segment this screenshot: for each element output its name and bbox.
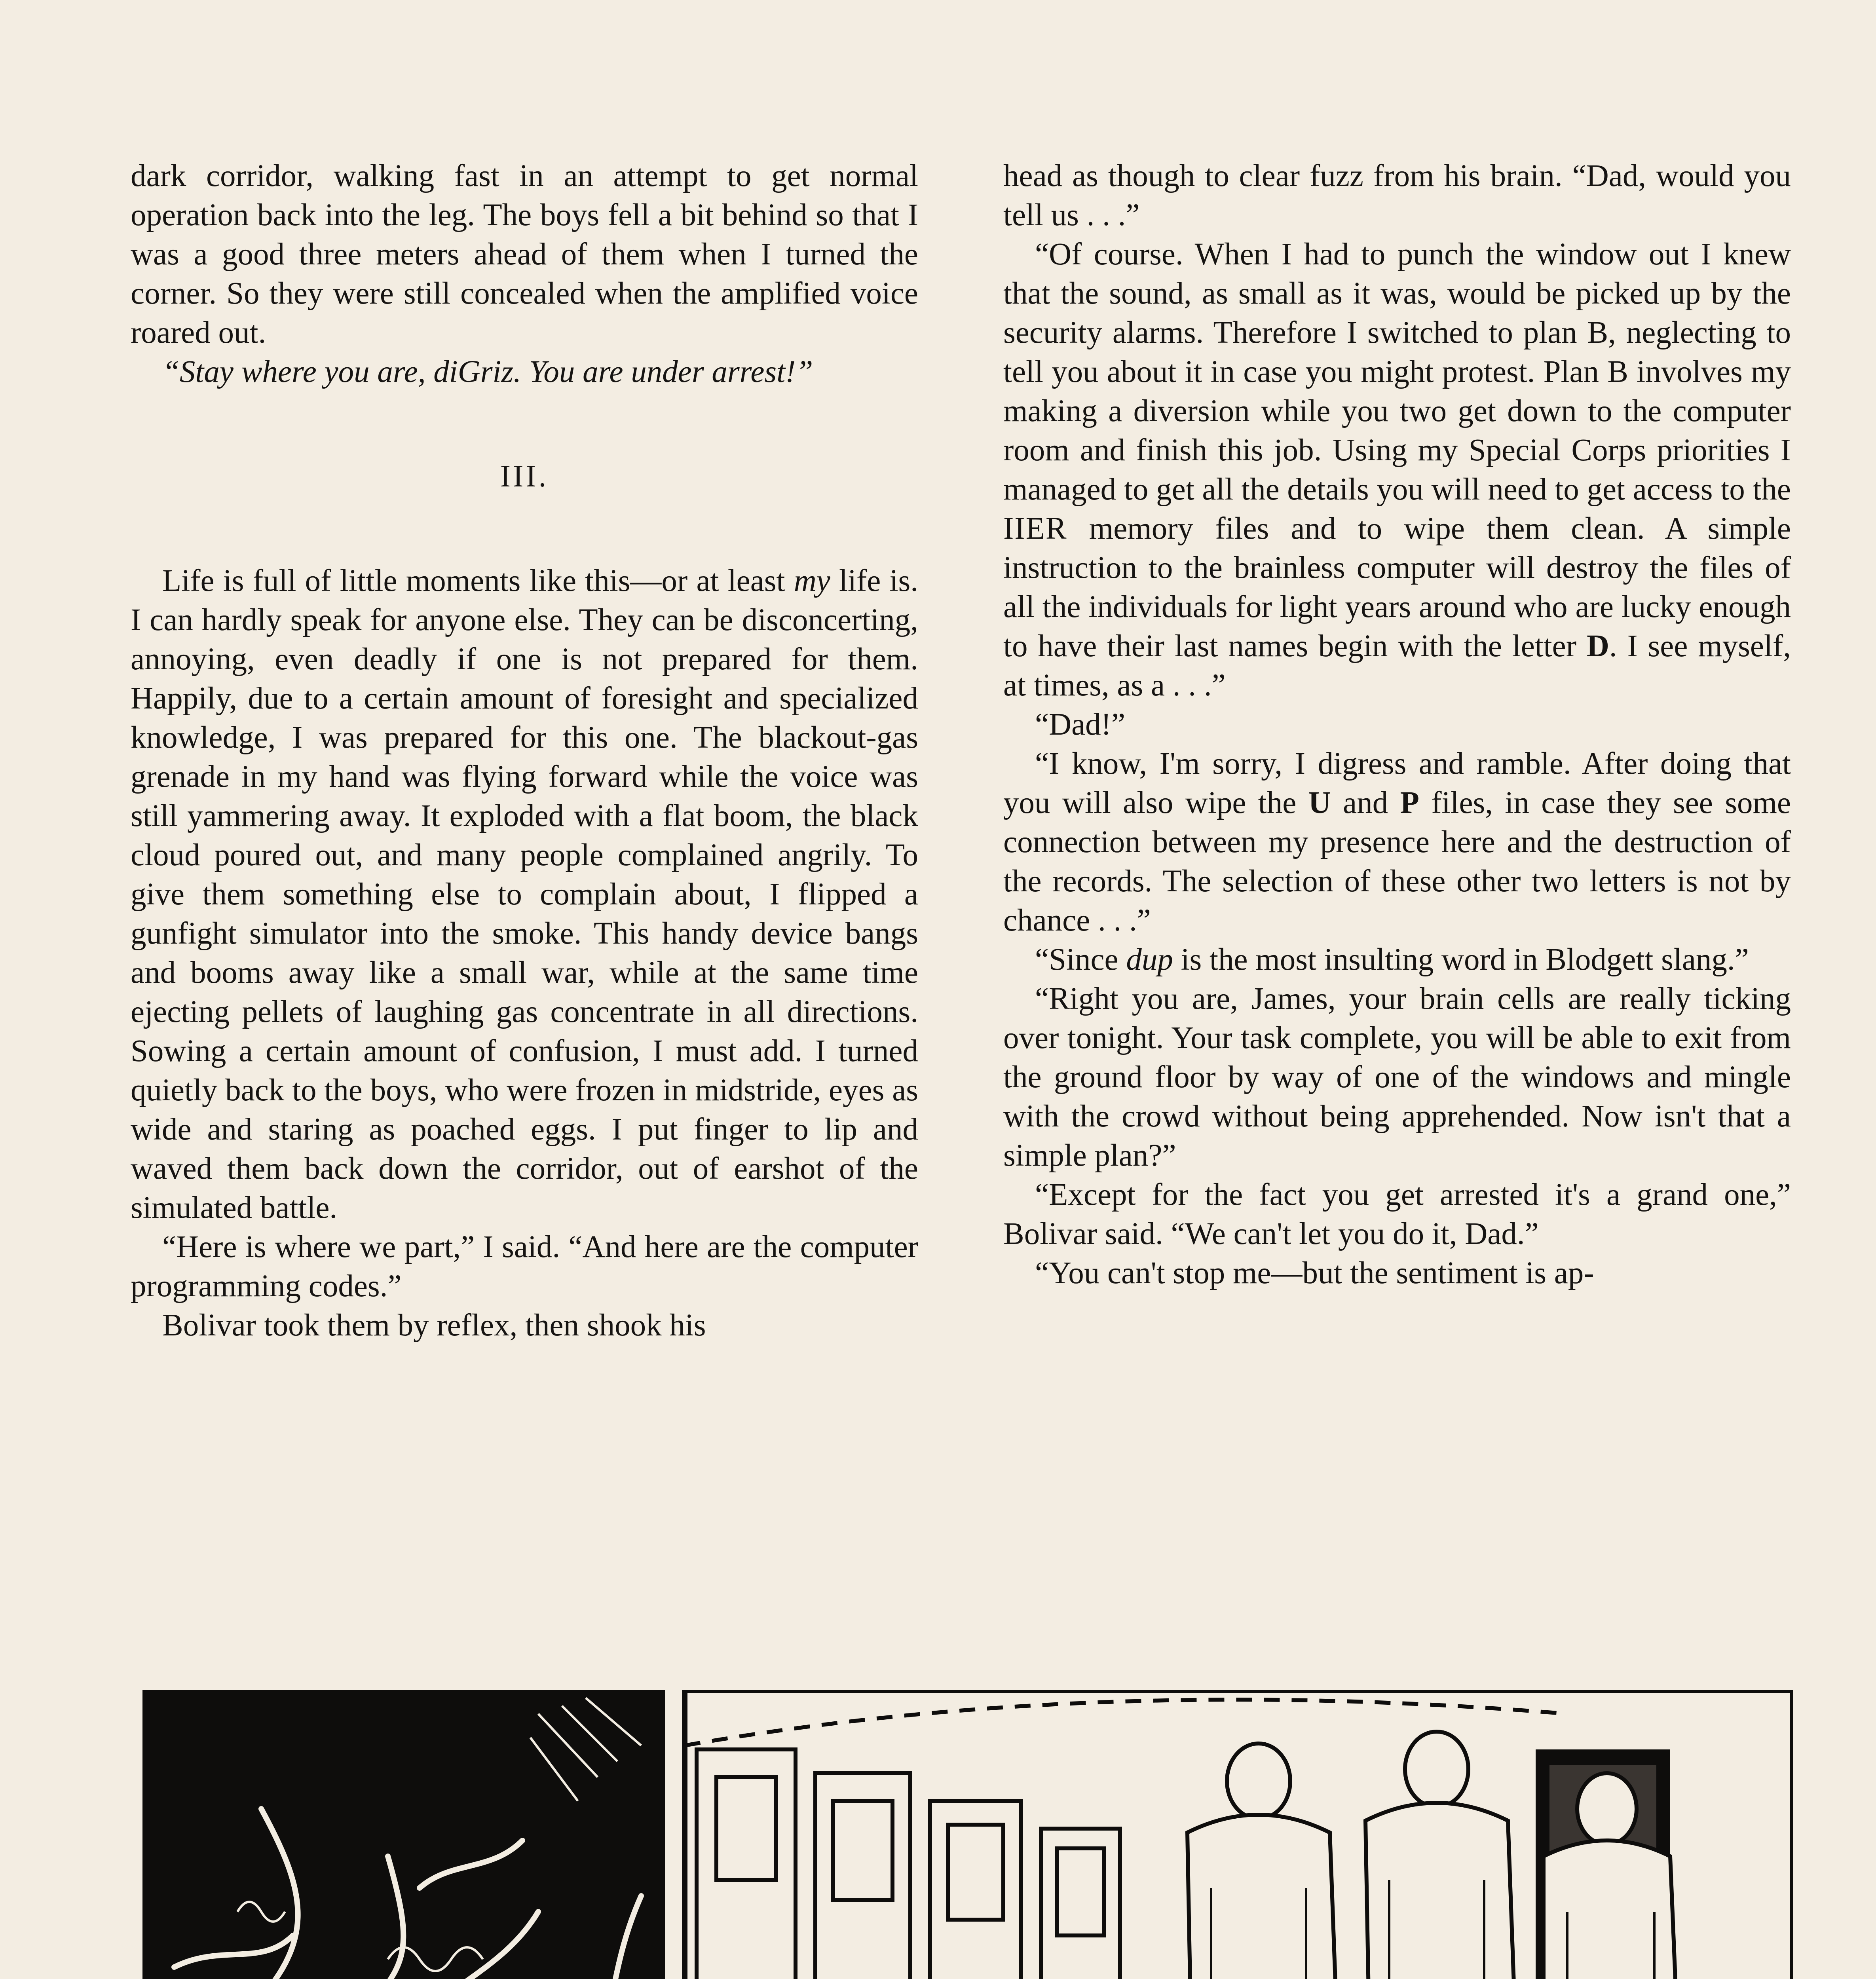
paragraph: “Right you are, James, your brain cells are really ticking over tonight. Your task complete, you will be able to exit from the ground floor by way of one of the windows and mingle with the crowd without being apprehended. Now isn't that a simple plan?”: [1003, 982, 1791, 1173]
bold-letter: U: [1308, 786, 1331, 820]
right-text-column: [1003, 156, 1791, 1293]
left-text-column: [131, 156, 918, 1345]
paragraph: Bolivar took them by reflex, then shook his: [162, 1308, 706, 1343]
bold-letter: P: [1400, 786, 1419, 820]
text-run: . I see myself, at times, as a . . .”: [1003, 629, 1791, 703]
paragraph: dark corridor, walking fast in an attempt to get normal operation back into the leg. The boys fell a bit behind so that I was a good three meters ahead of them when I turned the corner. So they were still concealed when the amplified voice roared out.: [131, 159, 918, 350]
paragraph: head as though to clear fuzz from his brain. “Dad, would you tell us . . .”: [1003, 159, 1791, 232]
paragraph: “Here is where we part,” I said. “And here are the computer programming codes.”: [131, 1230, 918, 1303]
text-run: is the most insulting word in Blodgett slang.”: [1173, 942, 1749, 977]
paragraph: [1003, 235, 1791, 705]
ink-illustration: [142, 1690, 1793, 1979]
paragraph: “Dad!”: [1035, 707, 1126, 742]
creature-panel: [142, 1690, 665, 1979]
text-run: files, in case they see some connection between my presence here and the destruction of the records. The selection of these other two letters is not by chance . . .”: [1003, 786, 1791, 938]
paragraph-quote-italic: [131, 352, 918, 391]
text-run: life is. I can hardly speak for anyone else. They can be disconcerting, annoying, even deadly if one is not prepared for them. Happily, due to a certain amount of foresight and specialized knowledge, I was prepared for this one. The blackout-gas grenade in my hand was flying forward while the voice was still yammering away. It exploded with a flat boom, the black cloud poured out, and many people complained angrily. To give them something else to complain about, I flipped a gunfight simulator into the smoke. This handy device bangs and booms away like a small war, while at the same time ejecting pellets of laughing gas concentrate in all directions. Sowing a certain amount of confusion, I must add. I turned quietly back to the boys, who were frozen in midstride, eyes as wide and staring as poached eggs. I put finger to lip and waved them back down the corridor, out of earshot of the simulated battle.: [131, 564, 918, 1225]
italic-quote: “Stay where you are, diGriz. You are under arrest!”: [162, 355, 813, 389]
smallcaps-text: IIER: [1003, 511, 1067, 546]
text-run: “Of course. When I had to punch the window out I knew that the sound, as small as it was, would be picked up by the security alarms. Therefore I switched to plan B, neglecting to tell you about it in case you might protest. Plan B involves my making a diversion while you two get down to the computer room and finish this job. Using my Special Corps priorities I managed to get all the details you will need to get access to the: [1003, 237, 1791, 507]
paragraph: “Except for the fact you get arrested it's a grand one,” Bolivar said. “We can't let you do it, Dad.”: [1003, 1178, 1791, 1251]
bold-letter: D: [1586, 629, 1609, 663]
corridor-panel: [685, 1690, 1793, 1979]
text-run: and: [1331, 786, 1400, 820]
paragraph: [1003, 940, 1791, 979]
text-run: “I know, I'm sorry, I digress and ramble. After doing that you will also wipe the: [1003, 746, 1791, 820]
chapter-heading: III.: [500, 459, 549, 494]
emphasis-text: my: [794, 564, 830, 598]
emphasis-text: dup: [1126, 942, 1173, 977]
text-run: Life is full of little moments like this—or at least: [162, 564, 794, 598]
text-run: memory files and to wipe them clean. A simple instruction to the brainless computer will destroy the files of all the individuals for light years around who are lucky enough to have their last names begin with the letter: [1003, 511, 1791, 663]
paragraph: “You can't stop me—but the sentiment is ap-: [1035, 1256, 1594, 1290]
text-run: “Since: [1035, 942, 1126, 977]
paragraph: [1003, 744, 1791, 940]
paragraph: [131, 561, 918, 1227]
